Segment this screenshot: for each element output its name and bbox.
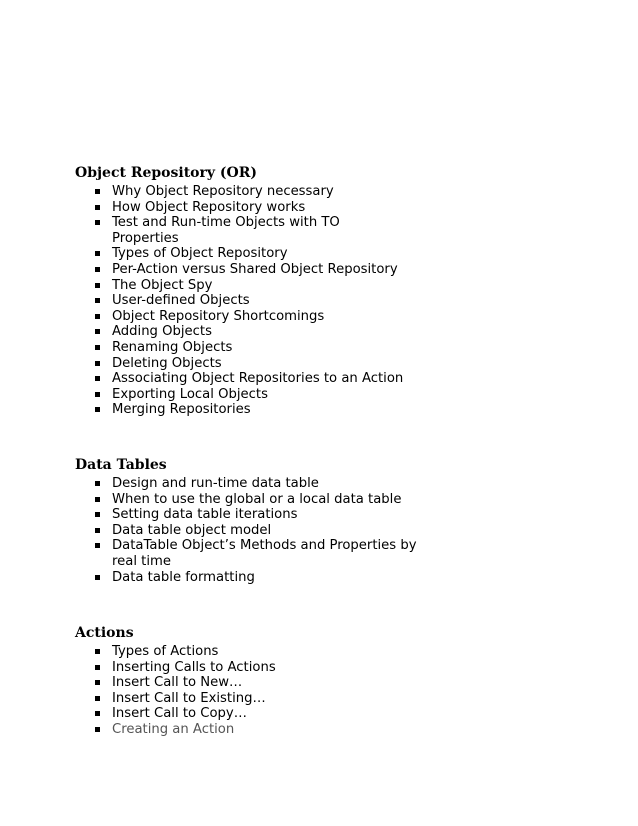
bullet-list [75,476,555,585]
section-object-repository [75,164,555,418]
list-item: Renaming Objects [95,340,432,356]
list-item: Exporting Local Objects [95,387,432,403]
square-bullet-icon [95,220,100,225]
square-bullet-icon [95,329,100,334]
list-item: Associating Object Repositories to an Action [95,371,452,387]
list-item: The Object Spy [95,278,432,294]
square-bullet-icon [95,711,100,716]
list-item: Test and Run-time Objects with TO Properties [95,215,347,246]
square-bullet-icon [95,543,100,548]
section-data-tables [75,456,555,585]
list-item: Merging Repositories [95,402,432,418]
list-item: Why Object Repository necessary [95,184,432,200]
list-item: How Object Repository works [95,200,432,216]
list-item: Insert Call to Existing… [95,691,432,707]
square-bullet-icon [95,512,100,517]
list-item: Creating an Action [95,722,432,738]
square-bullet-icon [95,298,100,303]
square-bullet-icon [95,283,100,288]
square-bullet-icon [95,314,100,319]
square-bullet-icon [95,528,100,533]
square-bullet-icon [95,649,100,654]
list-item: Setting data table iterations [95,507,432,523]
section-heading: Data Tables [75,457,167,473]
section-heading: Actions [75,625,134,641]
list-item: Deleting Objects [95,356,432,372]
list-item: Inserting Calls to Actions [95,660,432,676]
square-bullet-icon [95,361,100,366]
square-bullet-icon [95,392,100,397]
square-bullet-icon [95,680,100,685]
square-bullet-icon [95,665,100,670]
square-bullet-icon [95,727,100,732]
list-item: Insert Call to New… [95,675,432,691]
square-bullet-icon [95,497,100,502]
list-item: Design and run-time data table [95,476,432,492]
list-item: Data table formatting [95,570,432,586]
list-item: Adding Objects [95,324,432,340]
list-item: Object Repository Shortcomings [95,309,432,325]
section-actions [75,624,555,738]
square-bullet-icon [95,481,100,486]
square-bullet-icon [95,251,100,256]
section-heading: Object Repository (OR) [75,165,257,181]
list-item: Per-Action versus Shared Object Repository [95,262,432,278]
list-item: Types of Object Repository [95,246,432,262]
bullet-list [75,184,555,418]
square-bullet-icon [95,376,100,381]
square-bullet-icon [95,575,100,580]
square-bullet-icon [95,267,100,272]
bullet-list [75,644,555,738]
square-bullet-icon [95,189,100,194]
list-item: Insert Call to Copy… [95,706,432,722]
list-item: Types of Actions [95,644,432,660]
list-item: DataTable Object’s Methods and Properties by real time [95,538,434,569]
list-item: Data table object model [95,523,432,539]
list-item: When to use the global or a local data table [95,492,452,508]
square-bullet-icon [95,407,100,412]
square-bullet-icon [95,205,100,210]
square-bullet-icon [95,345,100,350]
list-item: User-defined Objects [95,293,432,309]
square-bullet-icon [95,696,100,701]
